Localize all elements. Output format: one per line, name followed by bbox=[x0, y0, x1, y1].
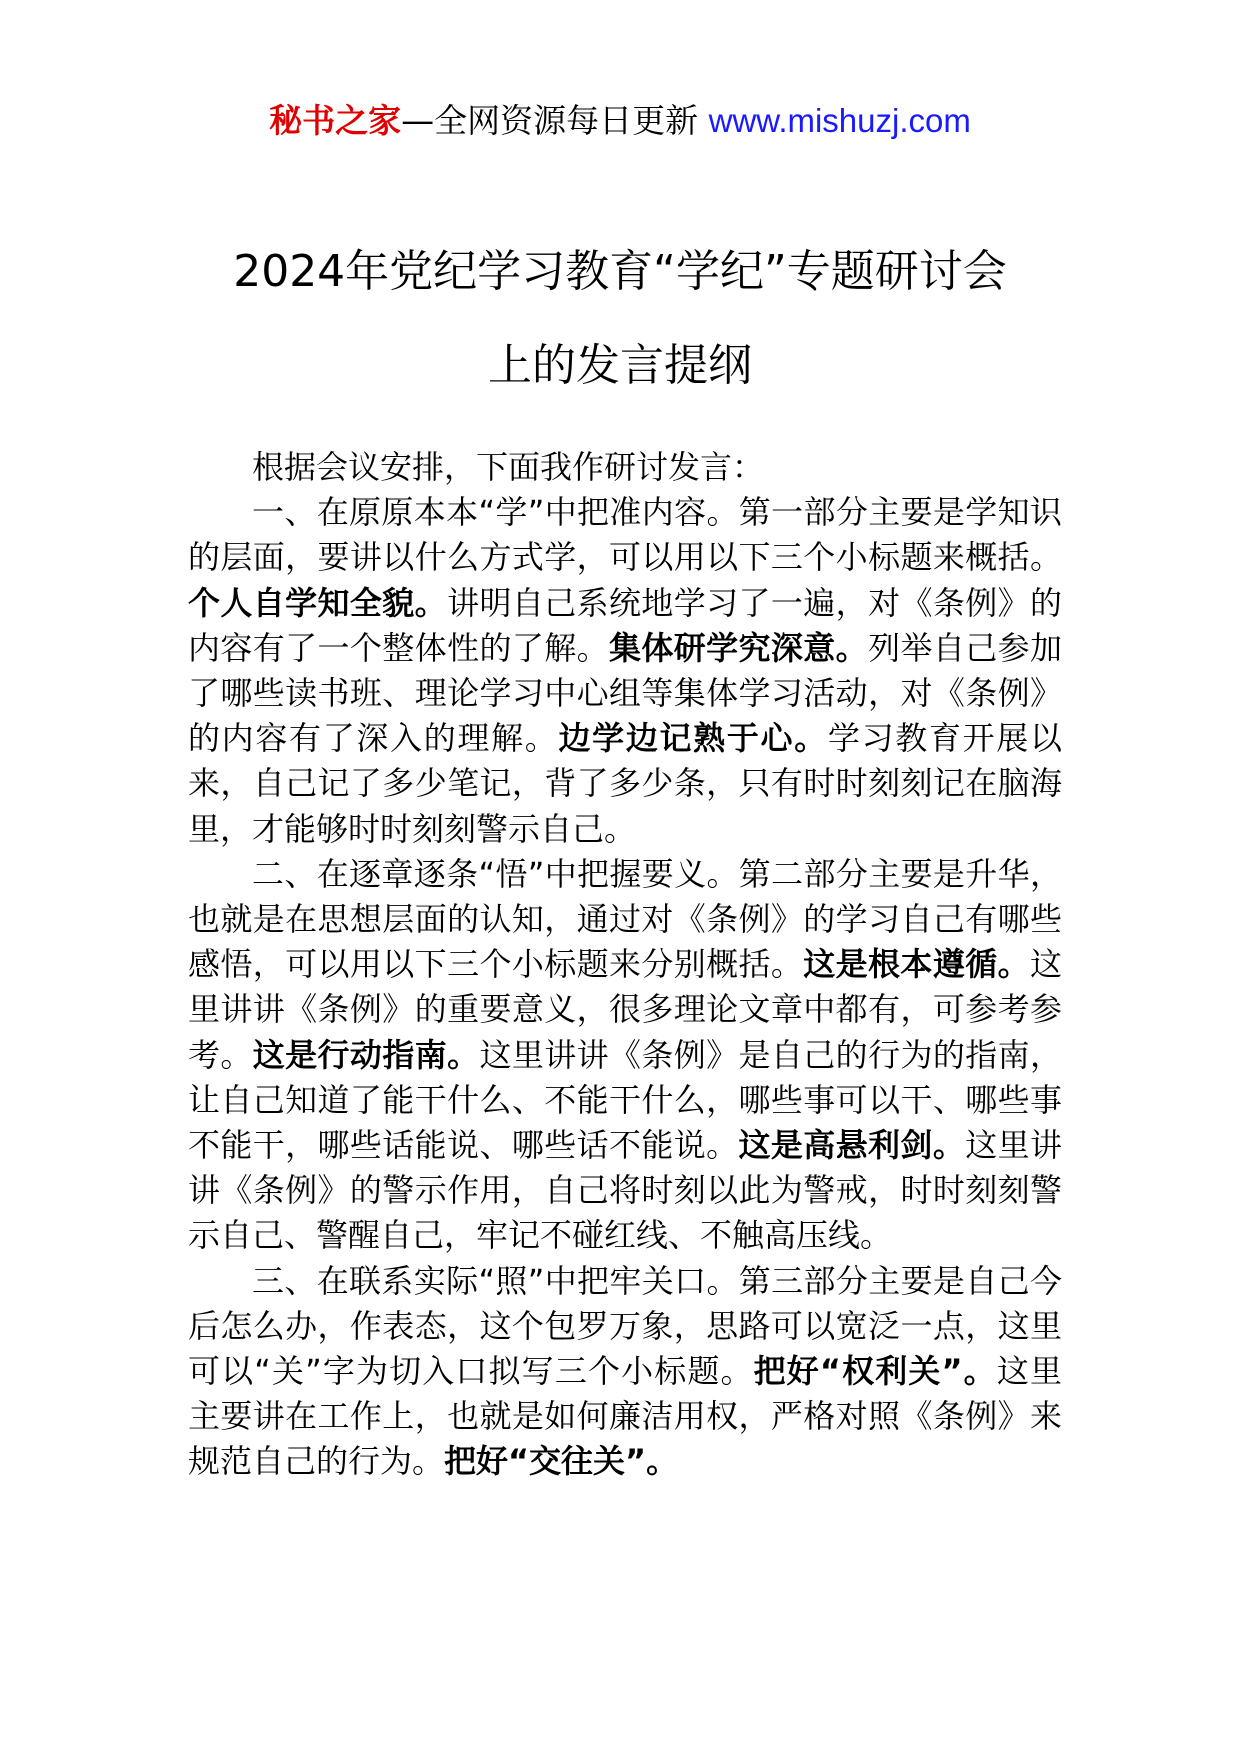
section-2-text: 这里讲讲《条例》的重要意义，很多理论文章中都有，可参考参考。 bbox=[188, 945, 1062, 1074]
section-1-text: 讲明自己系统地学习了一遍，对《条例》的内容有了一个整体性的了解。 bbox=[188, 583, 1062, 667]
title-line-2: 上的发言提纲 bbox=[488, 340, 752, 391]
paragraph-intro: 根据会议安排，下面我作研讨发言： bbox=[252, 448, 765, 486]
subheading-1-2: 集体研学究深意。 bbox=[608, 628, 869, 667]
subheading-1-3: 边学边记熟于心。 bbox=[558, 719, 828, 758]
section-2-text: 二、在逐章逐条“悟”中把握要义。第二部分主要是升华，也就是在思想层面的认知，通过对《条例》的学习自己有哪些感悟，可以用以下三个小标题来分别概括。 bbox=[188, 854, 1062, 984]
section-1-text: 列举自己参加了哪些读书班、理论学习中心组等集体学习活动，对《条例》的内容有了深入的理解。 bbox=[188, 628, 1062, 758]
site-url-link[interactable]: www.mishuzj.com bbox=[708, 102, 971, 139]
paragraph-section-3 bbox=[188, 1259, 1062, 1485]
document-body bbox=[188, 445, 1062, 1485]
site-tagline: —全网资源每日更新 bbox=[401, 101, 709, 140]
section-2-text: 这里讲讲《条例》的警示作用，自己将时刻以此为警戒，时时刻刻警示自己、警醒自己，牢记不碰红线、不触高压线。 bbox=[188, 1126, 1062, 1255]
section-3-text: 这里主要讲在工作上，也就是如何廉洁用权，严格对照《条例》来规范自己的行为。 bbox=[188, 1352, 1062, 1481]
site-header bbox=[0, 98, 1240, 144]
title-line-1: 2024年党纪学习教育“学纪”专题研讨会 bbox=[233, 246, 1007, 297]
subheading-3-1: 把好“权利关”。 bbox=[753, 1352, 997, 1391]
site-brand: 秘书之家 bbox=[269, 101, 402, 140]
document-title bbox=[150, 225, 1090, 413]
paragraph-section-1 bbox=[188, 490, 1062, 852]
section-2-text: 这里讲讲《条例》是自己的行为的指南，让自己知道了能干什么、不能干什么，哪些事可以干、哪些事不能干，哪些话能说、哪些话不能说。 bbox=[188, 1035, 1062, 1165]
section-3-text: 三、在联系实际“照”中把牢关口。第三部分主要是自己今后怎么办，作表态，这个包罗万象，思路可以宽泛一点，这里可以“关”字为切入口拟写三个小标题。 bbox=[188, 1261, 1062, 1391]
subheading-1-1: 个人自学知全貌。 bbox=[188, 583, 448, 622]
paragraph-section-2 bbox=[188, 852, 1062, 1259]
subheading-2-2: 这是行动指南。 bbox=[252, 1035, 480, 1074]
section-1-text: 学习教育开展以来，自己记了多少笔记，背了多少条，只有时时刻刻记在脑海里，才能够时时刻刻警示自己。 bbox=[188, 719, 1062, 848]
section-1-text: 一、在原原本本“学”中把准内容。第一部分主要是学知识的层面，要讲以什么方式学，可以用以下三个小标题来概括。 bbox=[188, 493, 1062, 577]
subheading-2-1: 这是根本遵循。 bbox=[803, 945, 1030, 984]
subheading-3-2: 把好“交往关”。 bbox=[444, 1442, 679, 1481]
subheading-2-3: 这是高悬利剑。 bbox=[738, 1126, 966, 1165]
